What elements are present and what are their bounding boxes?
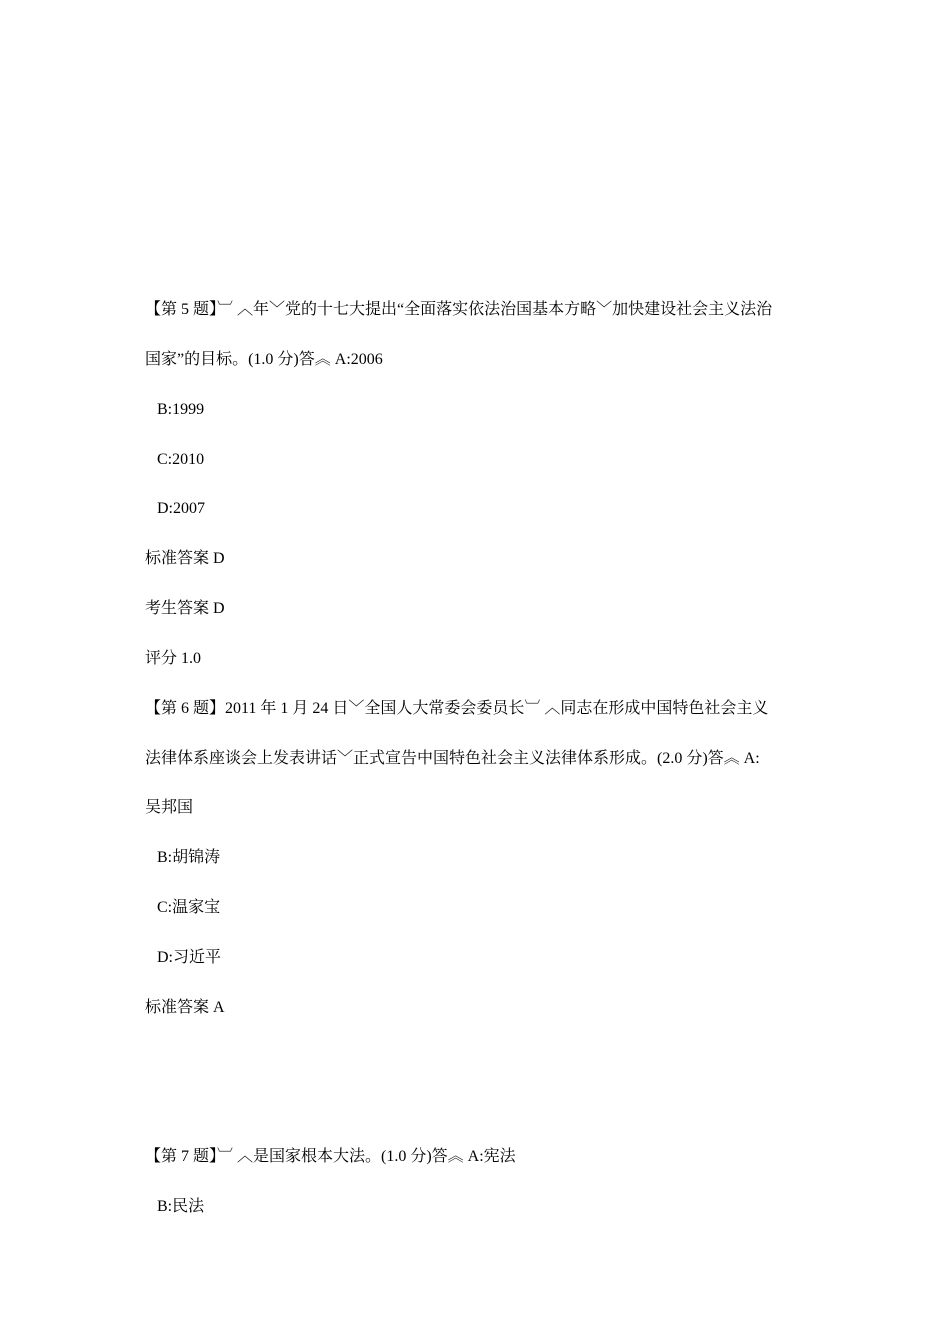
score: 评分 1.0 xyxy=(145,650,202,667)
question-text-line: 法律体系座谈会上发表讲话﹀正式宣告中国特色社会主义法律体系形成。(2.0 分)答︽ A: xyxy=(145,750,760,767)
question-text-line: 【第 5 题】︺ ︿年﹀党的十七大提出“全面落实依法治国基本方略﹀加快建设社会主义法治 xyxy=(145,301,773,318)
question-text-line: 【第 7 题】︺ ︿是国家根本大法。(1.0 分)答︽ A:宪法 xyxy=(145,1148,516,1165)
option-b: B:1999 xyxy=(157,401,205,418)
question-text-line: 【第 6 题】2011 年 1 月 24 日﹀全国人大常委会委员长︺ ︿同志在形成中国特色社会主义 xyxy=(145,700,769,717)
option-c: C:2010 xyxy=(157,451,205,468)
option-d: D:2007 xyxy=(157,500,205,517)
option-d: D:习近平 xyxy=(157,949,222,966)
standard-answer: 标准答案 D xyxy=(145,550,225,567)
question-text-line: 国家”的目标。(1.0 分)答︽ A:2006 xyxy=(145,351,383,368)
option-c: C:温家宝 xyxy=(157,899,221,916)
standard-answer: 标准答案 A xyxy=(145,999,225,1016)
option-b: B:民法 xyxy=(157,1198,205,1215)
option-b: B:胡锦涛 xyxy=(157,849,221,866)
question-text-line: 吴邦国 xyxy=(145,799,194,816)
student-answer: 考生答案 D xyxy=(145,600,225,617)
